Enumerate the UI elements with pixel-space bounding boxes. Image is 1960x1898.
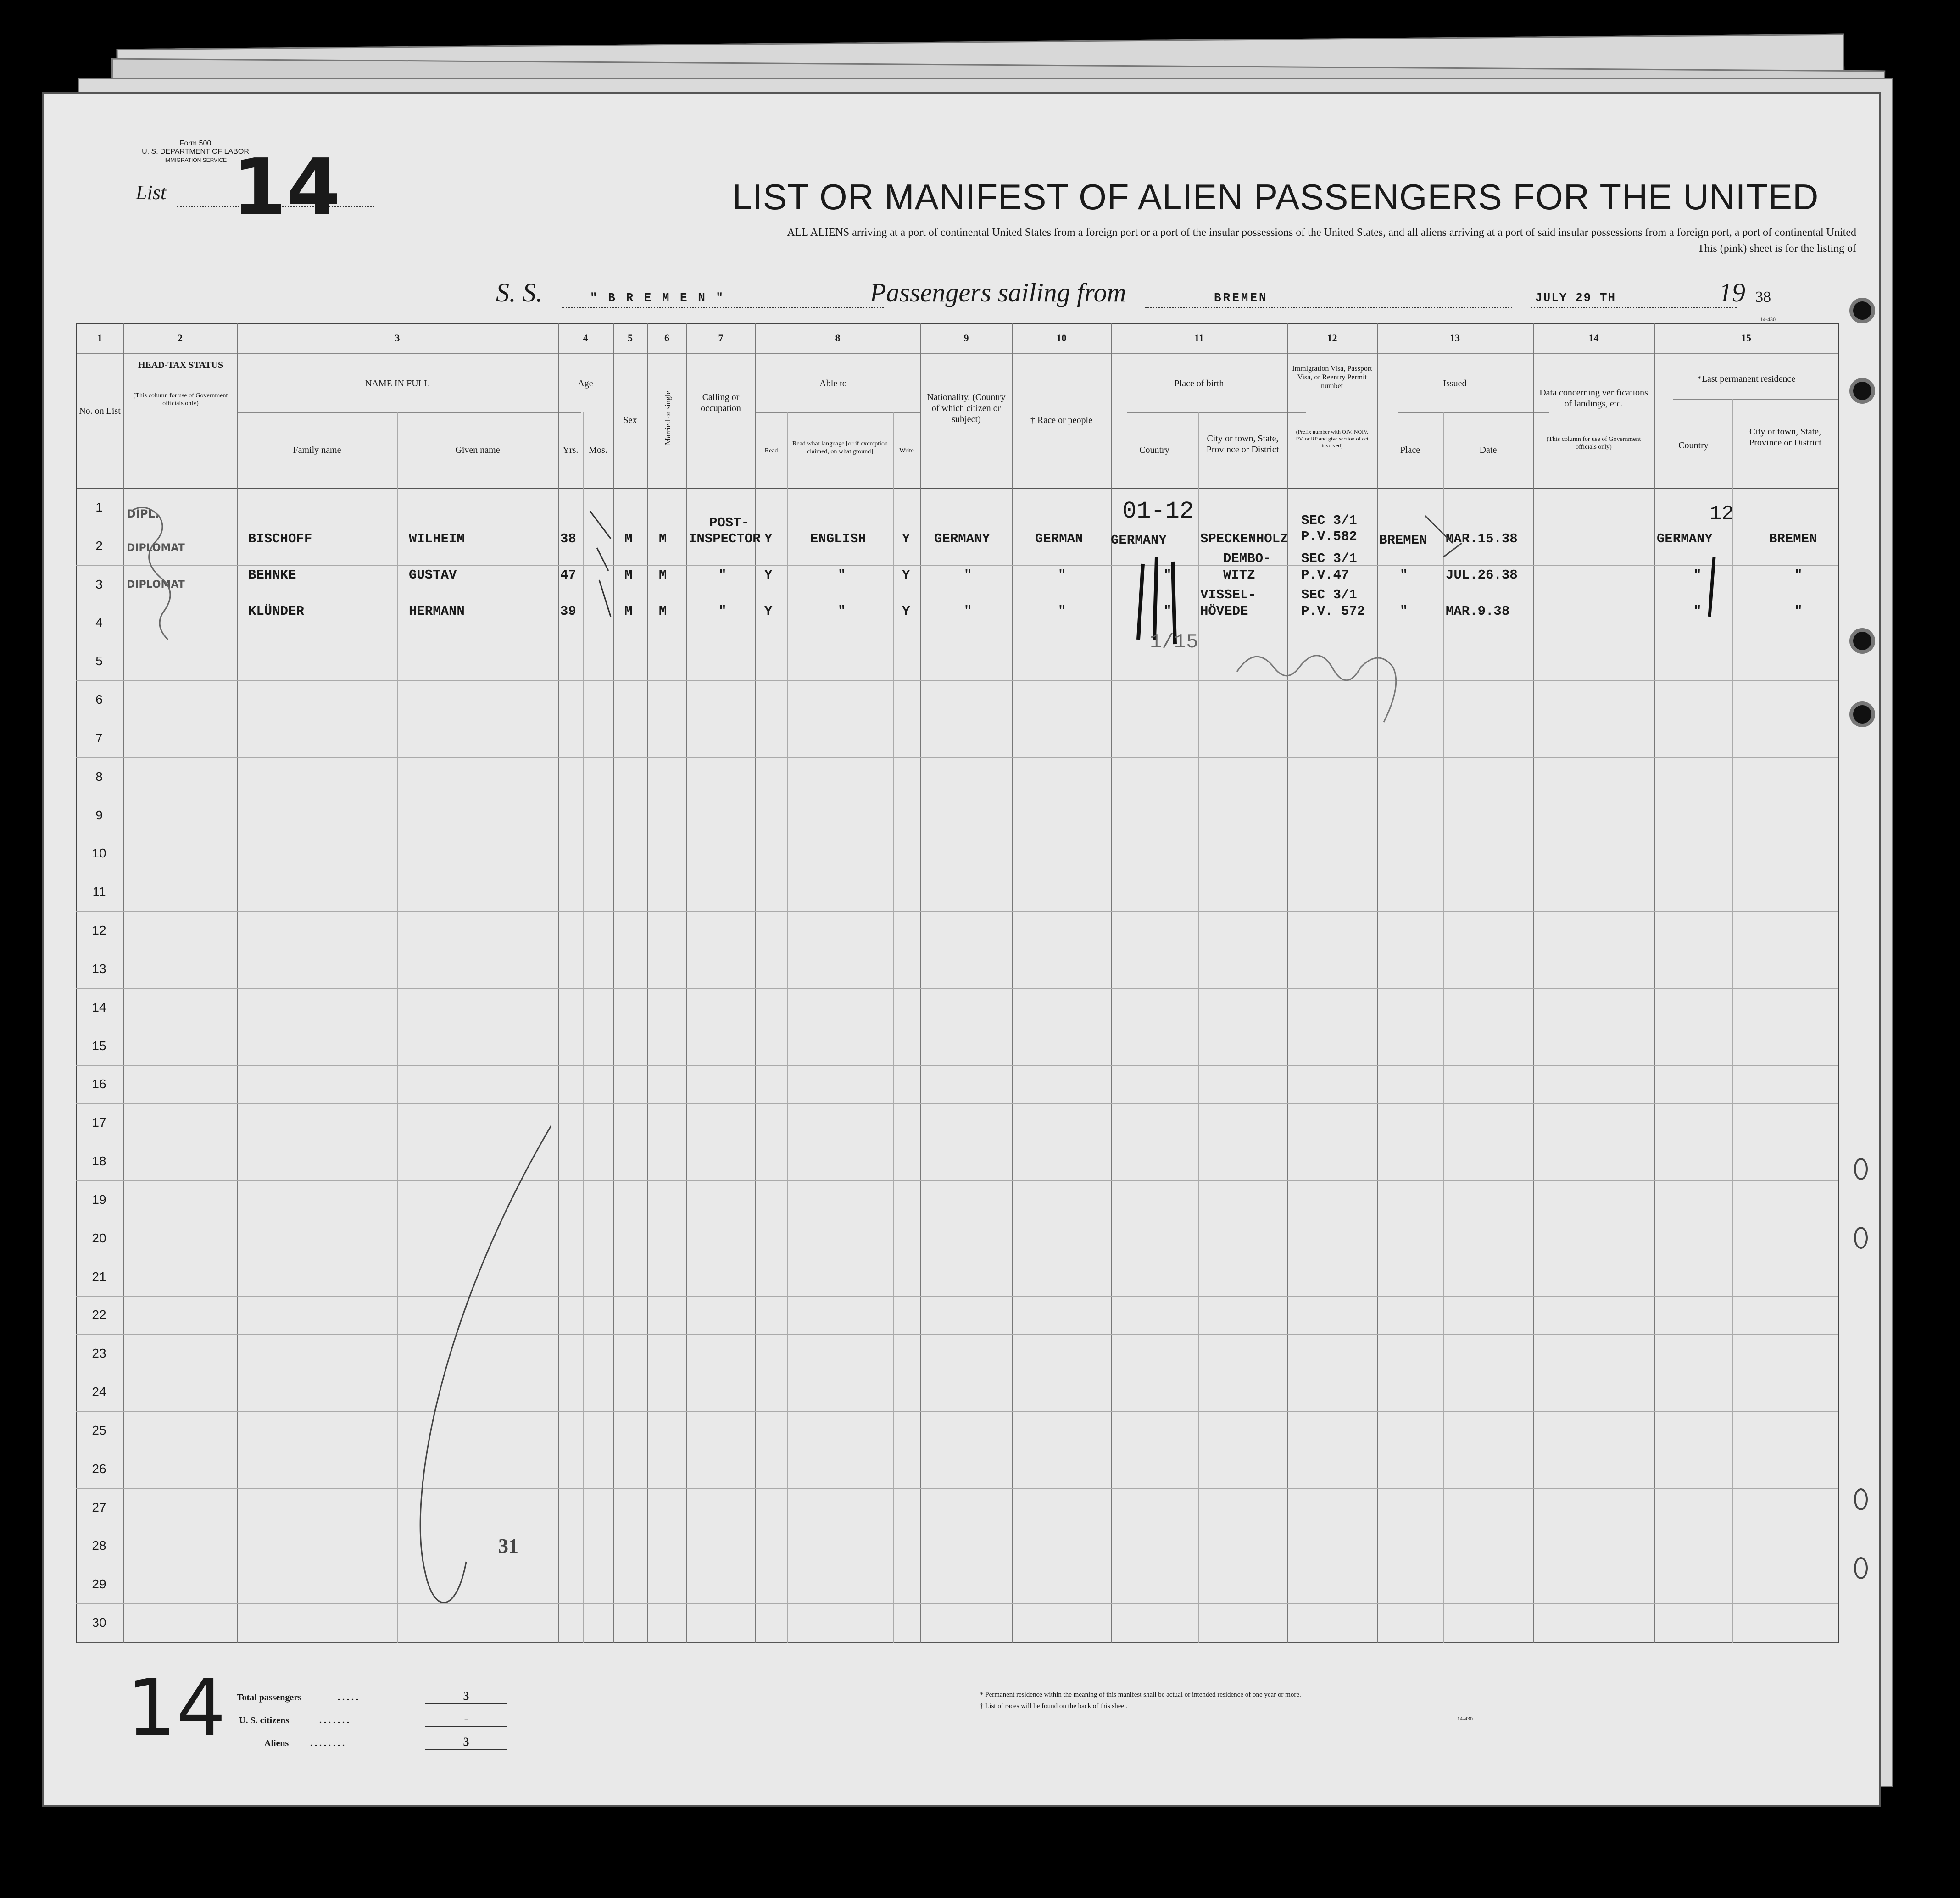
birth-annotation: 01-12	[1122, 498, 1194, 525]
row-number: 13	[92, 962, 106, 976]
head-tax-stamp: DIPL.	[127, 507, 159, 520]
row-number: 1	[95, 500, 103, 514]
sex: M	[624, 604, 633, 619]
head-tax-stamp: DIPLOMAT	[127, 579, 185, 590]
header-family-name: Family name	[293, 445, 341, 455]
visa-number: P.V.582	[1301, 529, 1357, 544]
handwriting-overlay	[76, 323, 1838, 1643]
row-number: 6	[95, 692, 103, 707]
race: GERMAN	[1035, 531, 1083, 546]
issued-place: "	[1400, 604, 1408, 619]
port-line	[1145, 307, 1512, 308]
list-label: List	[136, 181, 167, 204]
family-name: BISCHOFF	[248, 531, 312, 546]
row-number: 22	[92, 1308, 106, 1322]
departure-port: BREMEN	[1214, 291, 1268, 305]
header-mos: Mos.	[589, 445, 607, 455]
race: "	[1058, 604, 1066, 619]
header-visa: Immigration Visa, Passport Visa, or Reentry Permit number	[1292, 365, 1372, 390]
year-suffix: 38	[1755, 289, 1771, 306]
header-verifications: Data concerning verifications of landings, etc.	[1539, 388, 1648, 409]
birth-city: VISSEL-	[1200, 587, 1256, 602]
subtitle-line-1: ALL ALIENS arriving at a port of continental United States from a foreign port or a port of the insular possessions of the United States, and all aliens arriving at a port of said insular possessions from a foreign port, a port of continental United	[787, 227, 1856, 239]
total-passengers-value: 3	[425, 1689, 507, 1704]
row-number: 29	[92, 1577, 106, 1591]
col-number: 10	[1056, 332, 1067, 344]
visa-section: SEC 3/1	[1301, 513, 1357, 528]
row-number: 8	[95, 769, 103, 784]
header-calling: Calling or occupation	[701, 392, 741, 413]
header-read: Read	[764, 447, 778, 454]
given-name: WILHEIM	[409, 531, 465, 546]
sex: M	[624, 531, 633, 546]
header-issued-date: Date	[1479, 445, 1497, 455]
total-passengers-label: Total passengers	[237, 1692, 301, 1703]
header-res-city: City or town, State, Province or District	[1749, 427, 1821, 448]
row-number: 14	[92, 1000, 106, 1014]
sailing-label: Passengers sailing from	[870, 278, 1126, 307]
row-number: 10	[92, 846, 106, 860]
col-number: 6	[664, 332, 669, 344]
footnote-residence: * Permanent residence within the meaning of this manifest shall be actual or intended residence of one year or more.	[980, 1691, 1301, 1698]
marital-status: M	[659, 568, 667, 583]
header-age: Age	[578, 378, 593, 389]
header-yrs: Yrs.	[562, 445, 579, 455]
occupation: POST-	[709, 515, 750, 530]
col-number: 3	[395, 332, 400, 344]
race: "	[1058, 568, 1066, 583]
page-stamp: 31	[498, 1535, 518, 1557]
issued-date: MAR.15.38	[1446, 531, 1518, 546]
residence-country: "	[1693, 604, 1702, 619]
form-code: 14-430	[1760, 316, 1776, 323]
can-write: Y	[902, 568, 910, 583]
row-number: 25	[92, 1423, 106, 1437]
nationality: "	[964, 604, 972, 619]
row-number: 5	[95, 654, 103, 668]
row-number: 18	[92, 1154, 106, 1168]
footer-list-number: 14	[127, 1663, 226, 1753]
birth-country: "	[1164, 568, 1172, 583]
row-number: 19	[92, 1192, 106, 1207]
can-read: Y	[764, 604, 773, 619]
row-number: 21	[92, 1269, 106, 1284]
col-number: 14	[1588, 332, 1599, 344]
birth-country: "	[1164, 604, 1172, 619]
row-number: 3	[95, 577, 103, 591]
language: ENGLISH	[810, 531, 866, 546]
language: "	[838, 604, 846, 619]
header-given-name: Given name	[455, 445, 500, 455]
row-number: 9	[95, 808, 103, 822]
col-number: 4	[583, 332, 588, 344]
given-name: GUSTAV	[409, 568, 457, 583]
language: "	[838, 568, 846, 583]
marital-status: M	[659, 604, 667, 619]
header-able-to: Able to—	[819, 378, 856, 389]
issued-date: JUL.26.38	[1446, 568, 1518, 583]
col-number: 11	[1194, 332, 1204, 344]
residence-annotation: 12	[1709, 502, 1734, 525]
nationality: GERMANY	[934, 531, 990, 546]
page-title: LIST OR MANIFEST OF ALIEN PASSENGERS FOR THE UNITED	[732, 177, 1819, 217]
family-name: KLÜNDER	[248, 604, 304, 619]
nationality: "	[964, 568, 972, 583]
birth-city: SPECKENHOLZ	[1200, 531, 1288, 546]
header-write: Write	[899, 447, 914, 454]
date-line	[1531, 307, 1737, 308]
col-number: 13	[1450, 332, 1460, 344]
header-birth-country: Country	[1139, 445, 1169, 455]
footer-code: 14-430	[1457, 1715, 1473, 1722]
footnote-races: † List of races will be found on the back of this sheet.	[980, 1703, 1128, 1710]
ss-label: S. S.	[496, 278, 543, 307]
residence-city: "	[1794, 568, 1803, 583]
punch-hole	[1849, 298, 1875, 323]
header-issued-place: Place	[1400, 445, 1420, 455]
header-married: Married or single	[663, 390, 672, 445]
issued-place: BREMEN	[1379, 533, 1427, 548]
header-sex: Sex	[623, 415, 637, 425]
can-read: Y	[764, 568, 773, 583]
residence-country: "	[1693, 568, 1702, 583]
given-name: HERMANN	[409, 604, 465, 619]
header-no-on-list: No. on List	[79, 406, 121, 416]
birth-country: GERMANY	[1111, 533, 1167, 548]
row-number: 26	[92, 1462, 106, 1476]
residence-country: GERMANY	[1657, 531, 1713, 546]
row-number: 27	[92, 1500, 106, 1514]
visa-section: SEC 3/1	[1301, 551, 1357, 566]
row-number: 11	[92, 885, 106, 899]
department-name: U. S. DEPARTMENT OF LABOR	[142, 148, 249, 156]
occupation: "	[718, 568, 727, 583]
row-number: 30	[92, 1615, 106, 1630]
marital-status: M	[659, 531, 667, 546]
service-name: IMMIGRATION SERVICE	[164, 157, 227, 163]
row-number: 15	[92, 1039, 106, 1053]
row-number: 23	[92, 1346, 106, 1360]
manifest-sheet: Form 500 U. S. DEPARTMENT OF LABOR IMMIGRATION SERVICE List 14 LIST OR MANIFEST OF ALIEN PASSENGERS FOR THE UNITED ALL ALIENS arriving at a port of continental United States from a foreign port or a port of the insular possessions of the United States, and all aliens arriving at a port of said insular possessions from a foreign port, a port of continental United This (pink) sheet is for the listing of S. S. " B R E M E N " Passengers sailing from BREMEN JULY 29 TH 19 38 14-430 1 2 3 4 5 6 7 8 9 10 11 12 13 14 15 No. on List HEAD-TAX STATUS (This column for use of Government officials only) NAME IN FULL Family name Given name Age Yrs. Mos. Sex Married or single Calling or occupation Able to— Read Read what language [or if exemption claimed, on what ground] Write Nationality. (Country of which citizen or subject) † Race or people Place of birth Country City or town, State, Province or District Immigration Visa, Passport Visa, or Reentry Permit number (Prefix number with QIV, NQIV, PV, or RP and give section of act involved) Issued Place Date Data concerning verifications of landings, etc. (This column for use of Government officials only) *Last permanent residence Country City or town, State, Province or District 1 2 3 4 5 6 7 8 9 10 11 12 13 14 15 16 17 18 19 20 21 22 23 24 25 26 27 28 29 30 DIPL. DIPLOMAT DIPLOMAT BISCHOFF WILHEIM 38 M M POST- INSPECTOR Y ENGLISH Y GERMANY GERMAN 01-12 GERMANY SPECKENHOLZ SEC 3/1 P.V.582 BREMEN MAR.15.38 12 GERMANY BREMEN BEHNKE GUSTAV 47 M M " Y " Y " " " DEMBO- WITZ SEC 3/1 P.V.47 " JUL.26.38 " " KLÜNDER HERMANN 39 M M " Y " Y " " " VISSEL- HÖVEDE SEC 3/1 P.V. 572 " MAR.9.38 " " 1/15 31 14 Total passengers . . . . . 3 U. S. citizens . . . . . . . - Aliens . . . . . . . . 3 * Permanent residence within the meaning of this manifest shall be actual or intended residence of one year or more. † List of races will be found on the back of this sheet. 14-430	[42, 92, 1881, 1807]
manifest-table	[76, 323, 1879, 1644]
col-number: 7	[718, 332, 724, 344]
header-place-of-birth: Place of birth	[1174, 378, 1224, 389]
row-number: 7	[95, 731, 103, 745]
visa-number: P.V.47	[1301, 568, 1349, 583]
occupation: INSPECTOR	[689, 531, 761, 546]
col-number: 12	[1327, 332, 1337, 344]
aliens-label: Aliens	[264, 1738, 289, 1748]
row-number: 16	[92, 1077, 106, 1091]
sex: M	[624, 568, 633, 583]
header-res-country: Country	[1678, 440, 1709, 451]
row-number: 17	[92, 1115, 106, 1130]
col-number: 8	[835, 332, 841, 344]
us-citizens-value: -	[425, 1712, 507, 1727]
header-visa-note: (Prefix number with QIV, NQIV, PV, or RP and give section of act involved)	[1296, 429, 1369, 449]
col-number: 9	[963, 332, 969, 344]
list-number: 14	[232, 142, 341, 233]
ship-name: " B R E M E N "	[590, 291, 725, 305]
header-race: † Race or people	[1030, 415, 1092, 425]
row-number: 2	[95, 539, 103, 553]
row-number: 20	[92, 1231, 106, 1245]
header-birth-city: City or town, State, Province or District	[1206, 434, 1279, 455]
issued-place: "	[1400, 568, 1408, 583]
header-nationality: Nationality. (Country of which citizen or subject)	[927, 392, 1006, 424]
can-read: Y	[764, 531, 773, 546]
occupation: "	[718, 604, 727, 619]
visa-number: P.V. 572	[1301, 604, 1365, 619]
col-number: 5	[628, 332, 633, 344]
row-number: 4	[95, 615, 103, 629]
age-years: 38	[560, 531, 576, 546]
subtitle-line-2: This (pink) sheet is for the listing of	[1698, 243, 1856, 255]
age-years: 39	[560, 604, 576, 619]
aliens-value: 3	[425, 1735, 507, 1750]
age-years: 47	[560, 568, 576, 583]
birth-city: HÖVEDE	[1200, 604, 1248, 619]
visa-section: SEC 3/1	[1301, 587, 1357, 602]
header-name-in-full: NAME IN FULL	[365, 378, 429, 389]
col-number: 1	[97, 332, 102, 344]
form-number: Form 500	[179, 139, 212, 147]
head-tax-stamp: DIPLOMAT	[127, 542, 185, 554]
col-number: 15	[1741, 332, 1751, 344]
family-name: BEHNKE	[248, 568, 296, 583]
header-read-what: Read what language [or if exemption claimed, on what ground]	[792, 440, 888, 455]
issued-date: MAR.9.38	[1446, 604, 1510, 619]
header-head-tax-note: (This column for use of Government officials only)	[133, 392, 228, 407]
row-number: 12	[92, 923, 106, 937]
residence-city: BREMEN	[1769, 531, 1817, 546]
header-head-tax: HEAD-TAX STATUS	[138, 360, 223, 370]
header-last-residence: *Last permanent residence	[1697, 374, 1796, 384]
us-citizens-label: U. S. citizens	[239, 1715, 289, 1725]
birth-city: DEMBO-	[1223, 551, 1271, 566]
sailing-date: JULY 29 TH	[1535, 291, 1616, 305]
birth-city: WITZ	[1223, 568, 1255, 583]
year-prefix: 19	[1719, 278, 1745, 307]
can-write: Y	[902, 531, 910, 546]
residence-city: "	[1794, 604, 1803, 619]
can-write: Y	[902, 604, 910, 619]
row-number: 24	[92, 1385, 106, 1399]
row-number: 28	[92, 1538, 106, 1553]
col-number: 2	[178, 332, 183, 344]
header-verifications-note: (This column for use of Government officials only)	[1546, 436, 1641, 451]
handwritten-note: 1/15	[1150, 631, 1198, 654]
header-issued: Issued	[1443, 378, 1467, 389]
ship-line	[562, 307, 884, 308]
